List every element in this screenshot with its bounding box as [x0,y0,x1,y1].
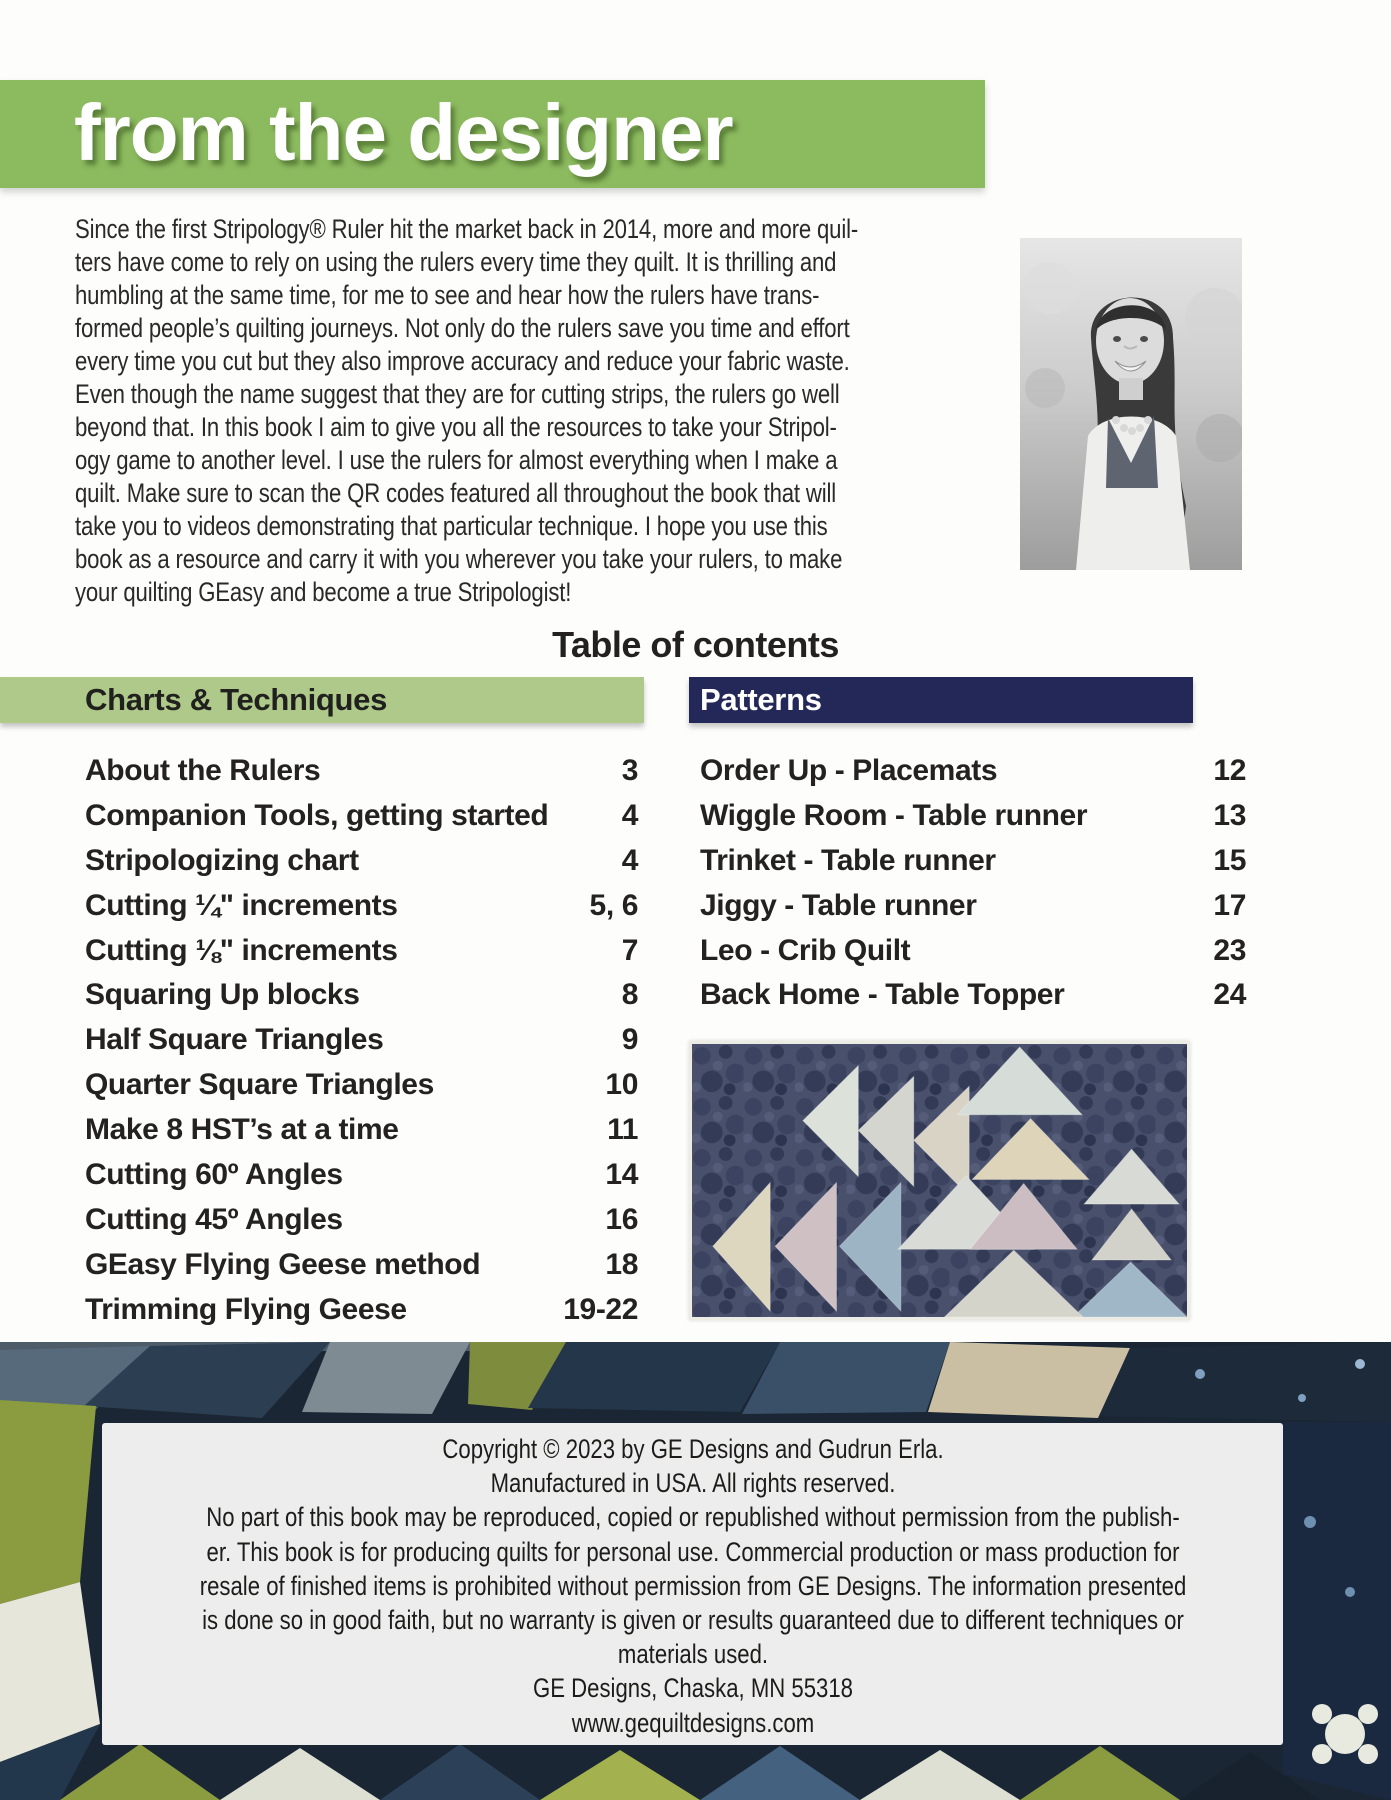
patterns-heading: Patterns [700,682,822,717]
toc-entry-label: Squaring Up blocks [85,978,360,1012]
designer-portrait-photo [1020,238,1242,570]
toc-entry-page: 15 [1213,843,1246,877]
toc-entry [85,1108,638,1153]
toc-entry [85,1288,638,1333]
toc-entry [85,973,638,1018]
charts-techniques-list [85,749,638,1333]
toc-entry-page: 13 [1213,798,1246,832]
toc-entry-label: Trimming Flying Geese [85,1292,407,1326]
copyright-line: materials used. [617,1639,768,1670]
intro-paragraph [75,213,1026,609]
intro-line: Even though the name suggest that they are for cutting strips, the rulers go well [75,379,840,409]
toc-entry [700,749,1246,794]
toc-entry-page: 7 [621,933,638,967]
toc-entry-page: 23 [1213,933,1246,967]
toc-entry-page: 8 [621,978,638,1012]
toc-entry-page: 5, 6 [589,888,638,922]
intro-line: humbling at the same time, for me to see and hear how the rulers have trans- [75,280,820,310]
toc-entry [85,929,638,974]
toc-entry-page: 10 [605,1068,638,1102]
charts-techniques-band [0,677,644,723]
footer-section [0,1342,1391,1800]
toc-entry-page: 14 [605,1158,638,1192]
toc-entry-page: 16 [605,1202,638,1236]
toc-entry [700,929,1246,974]
intro-line: ogy game to another level. I use the rulers for almost everything when I make a [75,445,838,475]
toc-entry-label: Cutting 45º Angles [85,1202,343,1236]
toc-entry [85,1153,638,1198]
charts-techniques-heading: Charts & Techniques [85,682,388,717]
toc-entry [85,1063,638,1108]
toc-entry-label: GEasy Flying Geese method [85,1247,481,1281]
toc-entry-label: Wiggle Room - Table runner [700,798,1088,832]
toc-entry-label: Half Square Triangles [85,1023,384,1057]
copyright-line: Copyright © 2023 by GE Designs and Gudrun Erla. [441,1434,944,1464]
flying-geese-illustration [692,1044,1187,1317]
toc-entry [700,973,1246,1018]
toc-entry-label: Quarter Square Triangles [85,1068,434,1102]
copyright-line: resale of finished items is prohibited without permission from GE Designs. The information presented [199,1570,1186,1601]
copyright-line: No part of this book may be reproduced, copied or republished without permission from the publish- [205,1502,1180,1533]
toc-entry [700,839,1246,884]
toc-entry [85,794,638,839]
toc-entry [85,1198,638,1243]
copyright-text [199,1432,1186,1740]
toc-entry-page: 18 [605,1247,638,1281]
flying-geese-photo [689,1041,1190,1320]
toc-entry [85,839,638,884]
toc-entry-label: About the Rulers [85,754,321,787]
toc-entry-page: 4 [621,843,638,877]
toc-entry-page: 9 [621,1023,638,1057]
toc-entry-label: Cutting ¼" increments [85,888,398,922]
header-band [0,80,985,188]
designer-portrait-illustration [1020,238,1242,570]
toc-entry [85,1018,638,1063]
page-title: from the designer [74,88,733,177]
toc-entry [85,1243,638,1288]
toc-entry [700,794,1246,839]
toc-entry-label: Leo - Crib Quilt [700,933,911,967]
toc-entry-label: Back Home - Table Topper [700,978,1065,1012]
toc-entry-label: Jiggy - Table runner [700,888,977,922]
toc-entry-label: Companion Tools, getting started [85,798,549,832]
intro-line: formed people’s quilting journeys. Not only do the rulers save you time and effort [75,313,850,343]
toc-entry-page: 11 [607,1113,638,1147]
intro-line: beyond that. In this book I aim to give you all the resources to take your Stripol- [75,412,837,442]
toc-entry-page: 12 [1213,754,1246,787]
copyright-line: Manufactured in USA. All rights reserved. [490,1468,895,1499]
toc-entry-page: 19-22 [563,1292,638,1326]
toc-entry-label: Trinket - Table runner [700,843,996,877]
toc-entry-page: 24 [1213,978,1246,1012]
patterns-list [700,749,1246,1018]
toc-entry-page: 17 [1213,888,1246,922]
toc-entry-page: 4 [621,798,638,832]
intro-line: book as a resource and carry it with you wherever you take your rulers, to make [75,544,843,574]
toc-entry [85,749,638,794]
publisher-website: www.gequiltdesigns.com [571,1707,814,1738]
toc-entry-label: Make 8 HST’s at a time [85,1113,399,1147]
copyright-line: is done so in good faith, but no warranty is given or results guaranteed due to different techniques or [201,1605,1184,1636]
toc-entry-label: Stripologizing chart [85,843,359,877]
toc-entry [85,884,638,929]
toc-title: Table of contents [552,624,839,665]
intro-line: take you to videos demonstrating that particular technique. I hope you use this [75,511,828,541]
intro-line: every time you cut but they also improve accuracy and reduce your fabric waste. [75,346,850,376]
publisher-address: GE Designs, Chaska, MN 55318 [532,1673,853,1704]
copyright-line: er. This book is for producing quilts for personal use. Commercial production or mass production for [206,1536,1179,1567]
toc-entry-page: 3 [621,754,638,787]
toc-entry-label: Order Up - Placemats [700,754,998,787]
copyright-box [102,1423,1283,1745]
intro-line: Since the first Stripology® Ruler hit the market back in 2014, more and more quil- [75,214,859,244]
patterns-band [689,677,1193,723]
toc-entry [700,884,1246,929]
intro-line: ters have come to rely on using the rulers every time they quilt. It is thrilling and [75,247,837,277]
intro-line: your quilting GEasy and become a true Stripologist! [75,577,572,607]
intro-line: quilt. Make sure to scan the QR codes featured all throughout the book that will [75,478,836,508]
toc-entry-label: Cutting ⅛" increments [85,933,398,967]
toc-entry-label: Cutting 60º Angles [85,1158,343,1192]
